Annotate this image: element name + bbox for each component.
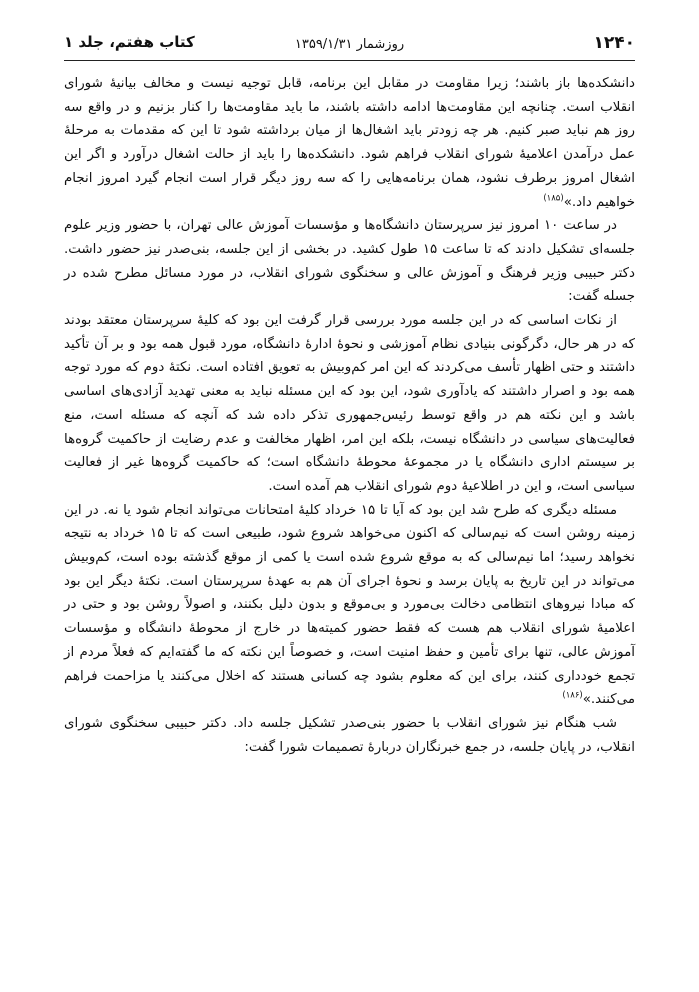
paragraph-text: در ساعت ۱۰ امروز نیز سرپرستان دانشگاه‌ها و مؤسسات آموزش عالی تهران، با حضور وزیر علوم جلسه‌ای تشکیل دادند که تا ساعت ۱۵ طول کشید. در بخشی از این جلسه، بنی‌صدر نیز حضور داشت. دکتر حبیبی وزیر فرهنگ و آموزش عالی و سخنگوی شورای انقلاب، در مورد مسائل مطرح شده در جسله گفت:	[64, 218, 635, 305]
footnote-marker: (۱۸۵)	[543, 193, 564, 204]
header-divider	[64, 60, 635, 61]
body-text	[64, 72, 635, 759]
paragraph-text: از نکات اساسی که در این جلسه مورد بررسی قرار گرفت این بود که کلیهٔ سرپرستان معتقد بودند که در هر حال، دگرگونی بنیادی نظام آموزشی و نحوهٔ ادارهٔ دانشگاه، مورد قبول همه بود و بر آن تأکید داشتند و حتی اظهار تأسف می‌کردند که این امر کم‌وبیش به تعویق افتاده است. نکتهٔ دوم که مورد توجه همه بود و اصرار داشتند که یادآوری شود، این بود که این مسئله نباید به معنی تهدید آزادی‌های اساسی باشد و این نکته هم در واقع توسط رئیس‌جمهوری تذکر داده شد که آنچه که مسئله است، منع فعالیت‌های سیاسی در دانشگاه نیست، بلکه این امر، اظهار مخالفت و عدم رضایت از حاکمیت گروه‌ها بر سیستم اداری دانشگاه یا در مجموعهٔ محوطهٔ دانشگاه است؛ که حاکمیت گروه‌ها غیر از فعالیت سیاسی است، و این در اطلاعیهٔ دوم شورای انقلاب هم آمده است.	[64, 313, 635, 494]
paragraph-text: دانشکده‌ها باز باشند؛ زیرا مقاومت در مقابل این برنامه، قابل توجیه نیست و مخالف بیانیهٔ شورای انقلاب است. چنانچه این مقاومت‌ها ادامه داشته باشند، ما باید مقاومت‌ها را کنار بزنیم و در واقع سه روز هم نباید صبر کنیم. هر چه زودتر باید اشغال‌ها از میان برداشته شود تا این که مقدمات به مرحلهٔ عمل درآمدن اعلامیهٔ شورای انقلاب فراهم شود. دانشکده‌ها را باید از حالت اشغال درآورد و اگر این اشغال امروز برطرف نشود، همان برنامه‌هایی را که سه روز دیگر قرار است انجام گیرد امروز انجام خواهیم داد.»	[64, 76, 635, 210]
paragraph	[64, 309, 635, 499]
paragraph	[64, 712, 635, 759]
paragraph	[64, 72, 635, 214]
footnote-marker: (۱۸۶)	[562, 690, 583, 701]
diary-date: روزشمار ۱۳۵۹/۱/۳۱	[294, 37, 405, 52]
page-number: ۱۲۴۰	[593, 33, 635, 53]
book-title: کتاب هفتم، جلد ۱	[64, 33, 195, 51]
paragraph-text: مسئله دیگری که طرح شد این بود که آیا تا ۱۵ خرداد کلیهٔ امتحانات می‌تواند انجام شود یا نه. در این زمینه روشن است که نیم‌سالی که اکنون می‌خواهد شروع شود، طبیعی است که تا ۱۵ خرداد به نتیجه نخواهد رسید؛ اما نیم‌سالی که به موقع شروع شده است یا کمی از موقع گذشته بوده است، کم‌وبیش می‌تواند در این تاریخ به پایان برسد و نحوهٔ اجرای آن هم به عهدهٔ سرپرستان است. نکتهٔ دیگر این بود که مبادا نیروهای انتظامی دخالت بی‌مورد و بی‌موقع و بدون دلیل بکنند، و اصولاً روشن بود و حتی در اعلامیهٔ شورای انقلاب هم هست که فقط حضور کمیته‌ها در خارج از محوطهٔ دانشگاه و مؤسسات آموزش عالی، تنها برای تأمین و حفظ امنیت است، و خصوصاً این نکته که ما گفته‌ایم که فعلاً مردم از تجمع خودداری کنند، برای این که معلوم بشود چه کسانی هستند که اخلال می‌کنند یا مزاحمت فراهم می‌کنند.»	[64, 502, 635, 708]
paragraph	[64, 499, 635, 712]
paragraph	[64, 214, 635, 309]
paragraph-text: شب هنگام نیز شورای انقلاب با حضور بنی‌صدر تشکیل جلسه داد. دکتر حبیبی سخنگوی شورای انقلاب، در پایان جلسه، در جمع خبرنگاران دربارهٔ تصمیمات شورا گفت:	[64, 715, 635, 755]
page-header	[64, 33, 635, 63]
